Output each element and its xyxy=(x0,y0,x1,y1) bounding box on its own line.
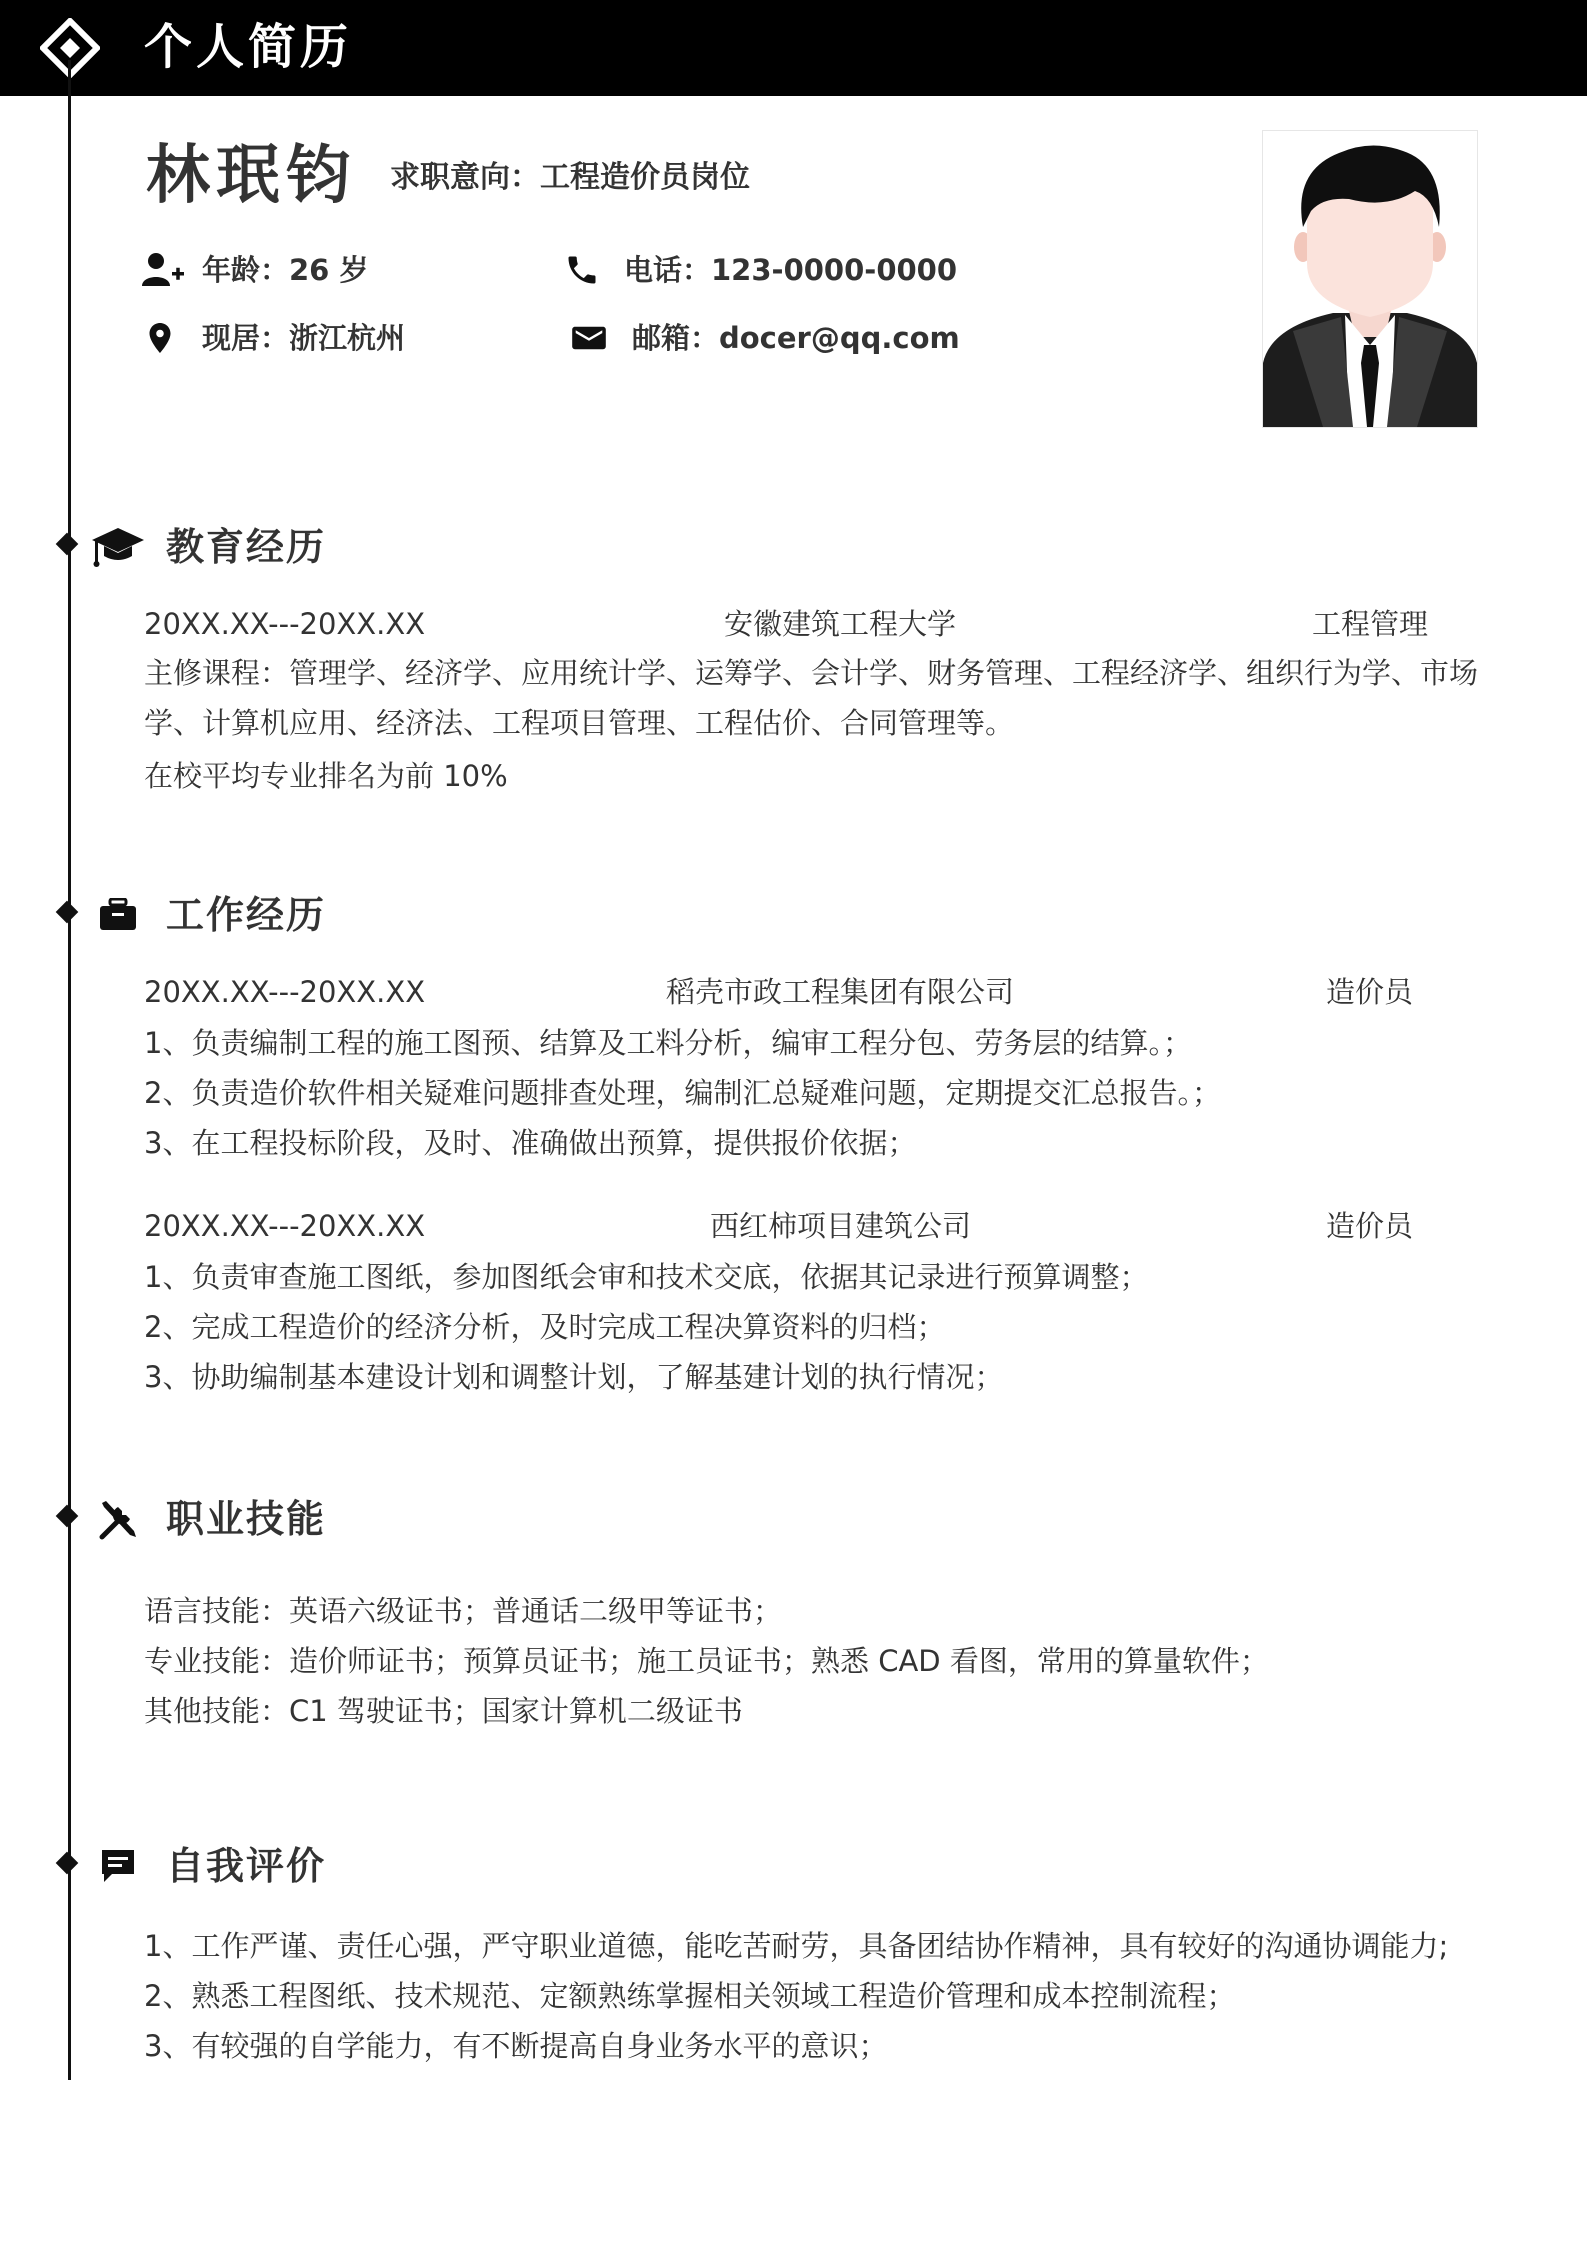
job-2-date: 20XX.XX---20XX.XX xyxy=(144,1209,426,1243)
location-pin-icon xyxy=(142,318,186,358)
phone-info xyxy=(564,250,957,290)
job-1-date: 20XX.XX---20XX.XX xyxy=(144,975,426,1009)
profile-photo xyxy=(1262,130,1478,428)
location-text: 现居：浙江杭州 xyxy=(202,321,406,355)
self-eval-2: 2、熟悉工程图纸、技术规范、定额熟练掌握相关领域工程造价管理和成本控制流程； xyxy=(144,1979,1236,2013)
education-major: 工程管理 xyxy=(1312,607,1429,641)
section-header-self-eval xyxy=(90,1841,326,1891)
section-title-work: 工作经历 xyxy=(166,893,327,937)
job-1-duty-3: 3、在工程投标阶段，及时、准确做出预算，提供报价依据； xyxy=(144,1126,917,1160)
section-title-skills: 职业技能 xyxy=(166,1497,327,1541)
location-info xyxy=(142,318,405,358)
skill-language: 语言技能：英语六级证书；普通话二级甲等证书； xyxy=(144,1594,783,1628)
age-info xyxy=(142,250,368,290)
job-2-duty-2: 2、完成工程造价的经济分析，及时完成工程决算资料的归档； xyxy=(144,1310,946,1344)
briefcase-icon xyxy=(90,890,146,940)
email-text: 邮箱：docer@qq.com xyxy=(632,321,960,355)
job-2-duty-1: 1、负责审查施工图纸，参加图纸会审和技术交底，依据其记录进行预算调整； xyxy=(144,1260,1149,1294)
document-title: 个人简历 xyxy=(144,19,353,75)
job-1-duty-1: 1、负责编制工程的施工图预、结算及工料分析，编审工程分包、劳务层的结算。； xyxy=(144,1026,1192,1060)
graduation-cap-icon xyxy=(90,522,146,572)
job-2-company: 西红柿项目建筑公司 xyxy=(710,1209,972,1243)
timeline-node-skills xyxy=(56,1505,79,1528)
mail-icon xyxy=(572,318,616,358)
comment-icon xyxy=(90,1841,146,1891)
age-text: 年龄：26 岁 xyxy=(202,253,369,287)
avatar-illustration xyxy=(1263,131,1477,427)
job-2-duty-3: 3、协助编制基本建设计划和调整计划，了解基建计划的执行情况； xyxy=(144,1360,1004,1394)
candidate-name: 林珉钧 xyxy=(146,139,356,213)
education-rank: 在校平均专业排名为前 10% xyxy=(144,759,508,793)
email-info xyxy=(572,318,960,358)
job-1-duty-2: 2、负责造价软件相关疑难问题排查处理，编制汇总疑难问题，定期提交汇总报告。； xyxy=(144,1076,1221,1110)
skill-professional: 专业技能：造价师证书；预算员证书；施工员证书；熟悉 CAD 看图，常用的算量软件； xyxy=(144,1644,1269,1678)
job-1-role: 造价员 xyxy=(1326,975,1414,1009)
self-eval-1: 1、工作严谨、责任心强，严守职业道德，能吃苦耐劳，具备团结协作精神，具有较好的沟通协调能力; xyxy=(144,1929,1449,1963)
section-header-skills xyxy=(90,1494,326,1544)
timeline-node-self-eval xyxy=(56,1852,79,1875)
timeline-node-work xyxy=(56,901,79,924)
education-school: 安徽建筑工程大学 xyxy=(724,607,957,641)
phone-icon xyxy=(564,250,608,290)
add-user-icon xyxy=(142,250,186,290)
tools-icon xyxy=(90,1494,146,1544)
skill-other: 其他技能：C1 驾驶证书；国家计算机二级证书 xyxy=(144,1694,743,1728)
job-1-company: 稻壳市政工程集团有限公司 xyxy=(666,975,1015,1009)
education-courses: 主修课程：管理学、经济学、应用统计学、运筹学、会计学、财务管理、工程经济学、组织行为学、市场学、计算机应用、经济法、工程项目管理、工程估价、合同管理等。 xyxy=(144,656,1479,740)
timeline-node-education xyxy=(56,533,79,556)
timeline-line xyxy=(68,60,71,2080)
job-2-role: 造价员 xyxy=(1326,1209,1414,1243)
phone-text: 电话：123-0000-0000 xyxy=(624,253,958,287)
section-title-self-eval: 自我评价 xyxy=(166,1844,327,1888)
title-bar xyxy=(0,0,1587,96)
job-intent: 求职意向：工程造价员岗位 xyxy=(390,160,750,195)
section-header-work xyxy=(90,890,326,940)
self-eval-3: 3、有较强的自学能力，有不断提高自身业务水平的意识； xyxy=(144,2029,888,2063)
section-title-education: 教育经历 xyxy=(166,525,327,569)
education-date: 20XX.XX---20XX.XX xyxy=(144,607,426,641)
section-header-education xyxy=(90,522,326,572)
